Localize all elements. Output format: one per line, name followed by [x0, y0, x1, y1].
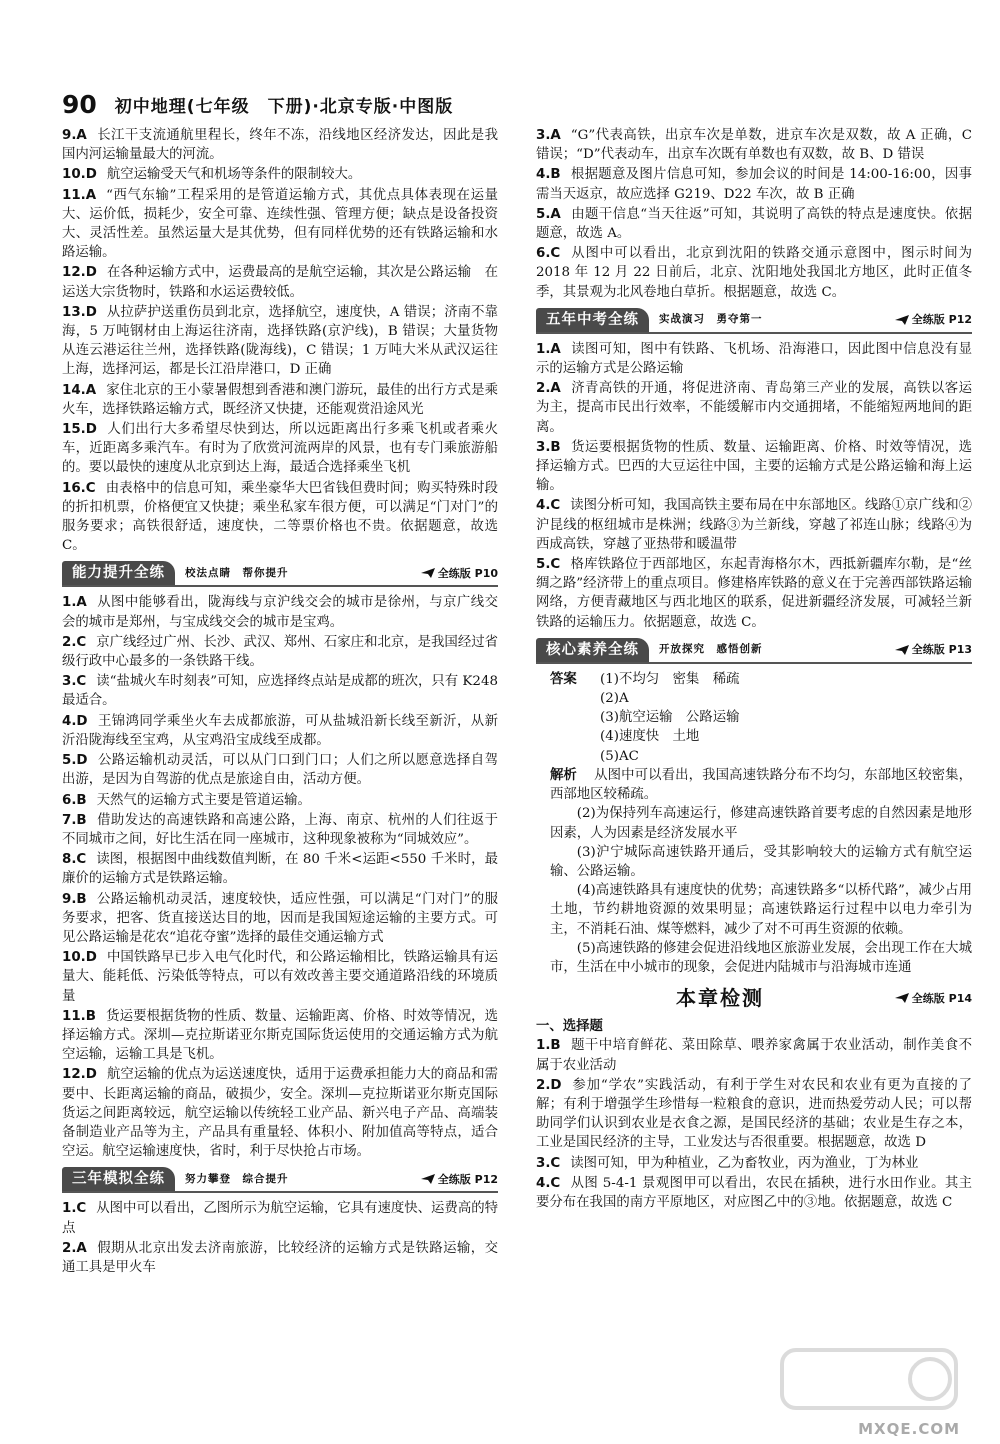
answer-label: 答案	[550, 671, 577, 687]
answer-text: 题干中培育鲜花、菜田除草、喂养家禽属于农业活动，制作美食不属于农业活动	[536, 1038, 972, 1073]
answer-entry	[62, 1239, 498, 1277]
answer-text: 长江干支流通航里程长，终年不冻，沿线地区经济发达，因此是我国内河运输量最大的河流。	[62, 128, 498, 163]
answer-number: 5.D	[62, 753, 88, 769]
answer-number: 5.A	[536, 206, 561, 222]
banner-three-year	[62, 1167, 498, 1193]
answer-entry	[62, 948, 498, 1006]
answer-entry	[62, 1199, 498, 1237]
answer-number: 2.A	[62, 1240, 87, 1256]
banner-ref	[421, 1170, 498, 1189]
page-number: 90	[62, 89, 97, 119]
arrow-icon	[895, 993, 909, 1003]
answer-text: 京广线经过广州、长沙、武汉、郑州、石家庄和北京，是我国经过省级行政中心最多的一条铁路干线。	[62, 634, 498, 670]
watermark-logo	[780, 1344, 958, 1414]
arrow-icon	[895, 645, 909, 655]
analysis-paragraph: (5)高速铁路的修建会促进沿线地区旅游业发展，会出现工作在大城市，生活在中小城市的现象，会促进内陆城市与沿海城市连通	[550, 940, 972, 975]
answer-text: 根据题意及图片信息可知，参加会议的时间是 14:00-16:00，因事需当天返京，故应选择 G219、D22 车次，故 B 正确	[536, 167, 972, 202]
answer-number: 10.D	[62, 167, 97, 183]
banner-ref	[421, 564, 498, 583]
answer-number: 8.C	[62, 852, 87, 868]
answer-text: 读“盐城火车时刻表”可知，应选择终点站是成都的班次，只有 K248 最适合。	[62, 674, 498, 709]
answer-text: 读图分析可知，我国高铁主要布局在中东部地区。线路①京广线和②沪昆线的枢纽城市是株洲；线路③为兰新线，穿越了祁连山脉；线路④为西成高铁，穿越了亚热带和暖温带	[536, 498, 972, 552]
answer-number: 11.B	[62, 1008, 96, 1024]
banner-subtitle: 开放探究 感悟创新	[659, 643, 763, 656]
banner-title: 五年中考全练	[536, 308, 649, 332]
answer-line: (2)A	[600, 691, 629, 707]
watermark-url: MXQE.COM	[858, 1420, 960, 1438]
answer-entry	[62, 303, 498, 380]
answer-number: 4.B	[536, 167, 561, 183]
answer-entry	[62, 593, 498, 631]
entry-list-unit	[62, 126, 498, 555]
answer-number: 9.A	[62, 128, 87, 143]
answer-entry	[62, 672, 498, 710]
answer-number: 12.D	[62, 1067, 97, 1083]
answer-text: 公路运输机动灵活，速度较快，适应性强，可以满足“门对门”的服务要求，把客、货直接送达目的地，因而是我国短途运输的主要方式。可见公路运输是花农“追花夺蜜”选择的最佳交通运输方式	[62, 891, 498, 945]
answer-number: 10.D	[62, 950, 97, 966]
answer-entry	[536, 1174, 972, 1212]
answer-text: 由题干信息“当天往返”可知，其说明了高铁的特点是速度快。依据题意，故选 A。	[536, 206, 972, 242]
answer-number: 13.D	[62, 304, 97, 320]
banner-subtitle: 实战演习 勇夺第一	[659, 313, 763, 326]
arrow-icon	[895, 315, 909, 325]
banner-subtitle: 努力攀登 综合提升	[185, 1172, 289, 1185]
chapter-title: 本章检测	[676, 985, 764, 1010]
answer-number: 3.C	[536, 1155, 561, 1171]
answer-entry	[536, 438, 972, 496]
answer-entry	[62, 479, 498, 556]
chapter-ref	[895, 989, 972, 1008]
answer-entry	[62, 420, 498, 478]
answer-number: 7.B	[62, 812, 87, 828]
answer-text: 家住北京的王小蒙暑假想到香港和澳门游玩，最佳的出行方式是乘火车，选择铁路运输方式，既经济又快捷，还能观赏沿途风光	[62, 382, 498, 417]
answer-number: 15.D	[62, 422, 97, 438]
banner-ref	[895, 310, 972, 329]
answer-entry	[62, 1007, 498, 1065]
answer-text: 从图中可以看出，北京到沈阳的铁路交通示意图中，图示时间为 2018 年 12 月 22 日前后，北京、沈阳地处我国北方地区，此时正值冬季，其景观为北风卷地白草折。根据题意，故选 C。	[536, 246, 972, 300]
analysis-first	[550, 766, 972, 804]
answer-text: 航空运输受天气和机场等条件的限制较大。	[106, 167, 362, 183]
answer-text: 货运要根据货物的性质、数量、运输距离、价格、时效等情况，选择运输方式。深圳—克拉斯诺亚尔斯克国际货运使用的交通运输方式为航空运输，运输工具是飞机。	[62, 1008, 498, 1063]
answer-entry	[62, 1065, 498, 1161]
analysis-first-text: 从图中可以看出，我国高速铁路分布不均匀，东部地区较密集，西部地区较稀疏。	[550, 767, 972, 803]
banner-title: 三年模拟全练	[62, 1167, 175, 1191]
answer-text: “G”代表高铁，出京车次是单数，进京车次是双数，故 A 正确，C 错误；“D”代表动车，出京车次既有单数也有双数，故 B、D 错误	[536, 128, 972, 163]
arrow-icon	[421, 568, 435, 578]
answer-text: 航空运输的优点为运送速度快，适用于运费承担能力大的商品和需要中、长距离运输的商品，破损少，安全。深圳—克拉斯诺亚尔斯克国际货运之间距离较远，航空运输以传统轻工业产品、新兴电子产品、高端装备制造业产品等为主，产品具有重量轻、体积小、附加值高等特点，适合空运。航空运输速度快，省时，利于尽快抢占市场。	[62, 1067, 498, 1160]
analysis-paragraph: (2)为保持列车高速运行，修建高速铁路首要考虑的自然因素是地形因素，人为因素是经济发展水平	[550, 806, 972, 841]
banner-title: 能力提升全练	[62, 561, 175, 585]
answer-text: 借助发达的高速铁路和高速公路，上海、南京、杭州的人们往返于不同城市之间，好比生活在同一座城市，这种现象被称为“同城效应”。	[62, 812, 498, 847]
answer-line: (5)AC	[600, 748, 639, 764]
answer-number: 6.C	[536, 246, 561, 262]
answer-number: 11.A	[62, 187, 97, 203]
answer-entry	[536, 379, 972, 437]
answer-number: 3.A	[536, 128, 561, 143]
answer-number: 2.D	[536, 1077, 562, 1093]
chapter-heading	[536, 981, 972, 1015]
answer-text: 读图可知，图中有铁路、飞机场、沿海港口，因此图中信息没有显示的运输方式是公路运输	[536, 341, 972, 377]
answer-entry	[536, 1076, 972, 1153]
answer-text: 货运要根据货物的性质、数量、运输距离、价格、时效等情况，选择运输方式。巴西的大豆运往中国，主要的运输方式是公路运输和海上运输。	[536, 439, 972, 494]
analysis-paragraph: (4)高速铁路具有速度快的优势；高速铁路多“以桥代路”，减少占用土地，节约耕地资源的效果明显；高速铁路运行过程中以电力牵引为主，不消耗石油、煤等燃料，减少了对不可再生资源的依赖。	[550, 883, 972, 937]
entry-list-three-year-cont	[536, 126, 972, 302]
banner-ref	[895, 640, 972, 659]
answer-entry	[536, 555, 972, 632]
answer-number: 6.B	[62, 792, 87, 808]
answer-number: 2.A	[536, 381, 561, 397]
answer-text: 从拉萨护送重伤员到北京，选择航空，速度快，A 错误；济南不靠海，5 万吨钢材由上海运往济南，选择铁路(京沪线)，B 错误；大量货物从连云港运往兰州，选择铁路(陇海线)，C 错误；1 万吨大米从武汉运往上海，选择河运，都是长江沿岸港口，D 正确	[62, 304, 498, 378]
banner-title: 核心素养全练	[536, 638, 649, 662]
banner-core	[536, 638, 972, 664]
answer-entry	[536, 1036, 972, 1074]
answer-entry	[62, 890, 498, 948]
answer-row	[550, 670, 972, 766]
answer-entry	[62, 791, 498, 810]
entry-list-three-year	[62, 1199, 498, 1277]
answer-number: 4.C	[536, 498, 561, 514]
entry-list-ability	[62, 593, 498, 1161]
answer-entry	[62, 751, 498, 789]
arrow-icon	[421, 1174, 435, 1184]
answer-text: 从图中可以看出，乙图所示为航空运输，它具有速度快、运费高的特点	[62, 1201, 498, 1236]
answer-entry	[536, 1154, 972, 1173]
answer-text: 在各种运输方式中，运费最高的是航空运输，其次是公路运输 在运送大宗货物时，铁路和水运运费较低。	[62, 265, 498, 300]
banner-ref-text: 全练版 P12	[911, 313, 972, 327]
answer-entry	[536, 340, 972, 378]
answer-entry	[536, 496, 972, 554]
answer-line: (1)不均匀 密集 稀疏	[600, 671, 740, 687]
answer-number: 16.C	[62, 480, 96, 496]
answer-entry	[536, 205, 972, 243]
answer-entry	[536, 165, 972, 203]
answer-entry	[62, 126, 498, 164]
answer-number: 5.C	[536, 557, 561, 573]
answer-text: 读图可知，甲为种植业，乙为畜牧业，丙为渔业，丁为林业	[570, 1155, 919, 1171]
banner-ref-text: 全练版 P13	[911, 643, 972, 657]
banner-ability	[62, 561, 498, 587]
answer-number: 4.D	[62, 713, 88, 729]
answer-entry	[62, 186, 498, 263]
analysis-block	[550, 766, 972, 977]
analysis-label: 解析	[550, 767, 577, 783]
core-answer-block	[536, 670, 972, 977]
answer-text: 由表格中的信息可知，乘坐豪华大巴省钱但费时间；购买特殊时段的折扣机票，价格便宜又快捷；乘坐私家车很方便，可以满足“门对门”的服务要求；高铁很舒适，速度快，二等票价格也不贵。依据题意，故选 C。	[62, 480, 498, 554]
answer-entry	[536, 244, 972, 302]
answer-entry	[536, 126, 972, 164]
banner-ref-text: 全练版 P10	[437, 566, 498, 580]
section-heading: 一、选择题	[536, 1019, 603, 1035]
book-title: 初中地理(七年级 下册)·北京专版·中图版	[114, 96, 454, 117]
answer-number: 12.D	[62, 265, 97, 281]
answer-text: 读图，根据图中曲线数值判断，在 80 千米<运距<550 千米时，最廉价的运输方式是铁路运输。	[62, 852, 498, 887]
answer-text: 人们出行大多希望尽快到达，所以远距离出行多乘飞机或者乘火车，近距离多乘汽车。有时为了欣赏河流两岸的风景，也有专门乘旅游船的。要以最快的速度从北京到达上海，最适合选择乘坐飞机	[62, 422, 498, 476]
answer-text: 格库铁路位于西部地区，东起青海格尔木，西抵新疆库尔勒，是“丝绸之路”经济带上的重点项目。修建格库铁路的意义在于完善西部铁路运输网络，方便青藏地区与西北地区的联系，促进新疆经济发展，可减轻兰新铁路的运输压力。依据题意，故选 C。	[536, 557, 972, 630]
page-header	[62, 86, 962, 122]
banner-subtitle: 校法点睛 帮你提升	[185, 566, 289, 579]
answer-number: 1.A	[62, 595, 87, 611]
answer-text: 王锦鸿同学乘坐火车去成都旅游，可从盐城沿新长线至新沂，从新沂沿陇海线至宝鸡，从宝鸡沿宝成线至成都。	[62, 713, 498, 748]
answer-entry	[62, 381, 498, 419]
answer-text: 中国铁路早已步入电气化时代，和公路运输相比，铁路运输具有运量大、能耗低、污染低等特点，可以有效改善主要交通道路沿线的环境质量	[62, 950, 498, 1004]
answer-text: 济青高铁的开通，将促进济南、青岛第三产业的发展，高铁以客运为主，提高市民出行效率，不能缓解市内交通拥堵，不能缩短两地间的距离。	[536, 381, 972, 435]
answer-number: 2.C	[62, 634, 87, 650]
left-column	[62, 126, 498, 1278]
answer-text: 假期从北京出发去济南旅游，比较经济的运输方式是铁路运输，交通工具是甲火车	[62, 1240, 498, 1275]
answer-number: 3.B	[536, 439, 561, 455]
banner-ref-text: 全练版 P12	[437, 1172, 498, 1186]
answer-number: 1.A	[536, 341, 561, 357]
banner-five-year	[536, 308, 972, 334]
answer-number: 1.B	[536, 1038, 561, 1054]
answer-text: 参加“学农”实践活动，有利于学生对农民和农业有更为直接的了解；有利于增强学生珍惜每一粒粮食的意识，进而热爱劳动人民；可以帮助同学们认识到农业是衣食之源，是国民经济的基础；农业是生存之本，工业是国民经济的主导，工业发达与否很重要。根据题意，故选 D	[536, 1077, 972, 1151]
chapter-ref-text: 全练版 P14	[911, 991, 972, 1005]
answer-text: “西气东输”工程采用的是管道运输方式，其优点具体表现在运量大、运价低，损耗少，安全可靠、连续性强、管理方便；缺点是设备投资大、灵活性差。虽然运量大是其优势，但有同样优势的还有铁路运输和水路运输。	[62, 187, 498, 261]
answer-entry	[62, 712, 498, 750]
right-column	[536, 126, 972, 1213]
answer-number: 3.C	[62, 674, 87, 690]
answer-items	[594, 670, 739, 766]
entry-list-five-year	[536, 340, 972, 632]
answer-entry	[62, 811, 498, 849]
answer-line: (4)速度快 土地	[600, 729, 700, 745]
answer-entry	[62, 263, 498, 301]
answer-entry	[62, 850, 498, 888]
answer-number: 1.C	[62, 1201, 87, 1217]
entry-list-chapter	[536, 1036, 972, 1212]
answer-entry	[62, 633, 498, 671]
answer-text: 从图中能够看出，陇海线与京沪线交会的城市是徐州，与京广线交会的城市是郑州，与宝成线交会的城市是宝鸡。	[62, 595, 498, 630]
analysis-paragraph: (3)沪宁城际高速铁路开通后，受其影响较大的运输方式有航空运输、公路运输。	[550, 844, 972, 879]
answer-text: 天然气的运输方式主要是管道运输。	[96, 792, 311, 808]
answer-text: 公路运输机动灵活，可以从门口到门口；人们之所以愿意选择自驾出游，是因为自驾游的优点是旅途自由，活动方便。	[62, 753, 498, 788]
answer-entry	[62, 165, 498, 184]
answer-number: 14.A	[62, 382, 97, 398]
answer-number: 4.C	[536, 1175, 561, 1191]
answer-number: 9.B	[62, 891, 87, 907]
answer-text: 从图 5-4-1 景观图甲可以看出，农民在插秧，进行水田作业。其主要分布在我国的南方平原地区，对应图乙中的③地。依据题意，故选 C	[536, 1175, 972, 1210]
answer-line: (3)航空运输 公路运输	[600, 710, 740, 726]
